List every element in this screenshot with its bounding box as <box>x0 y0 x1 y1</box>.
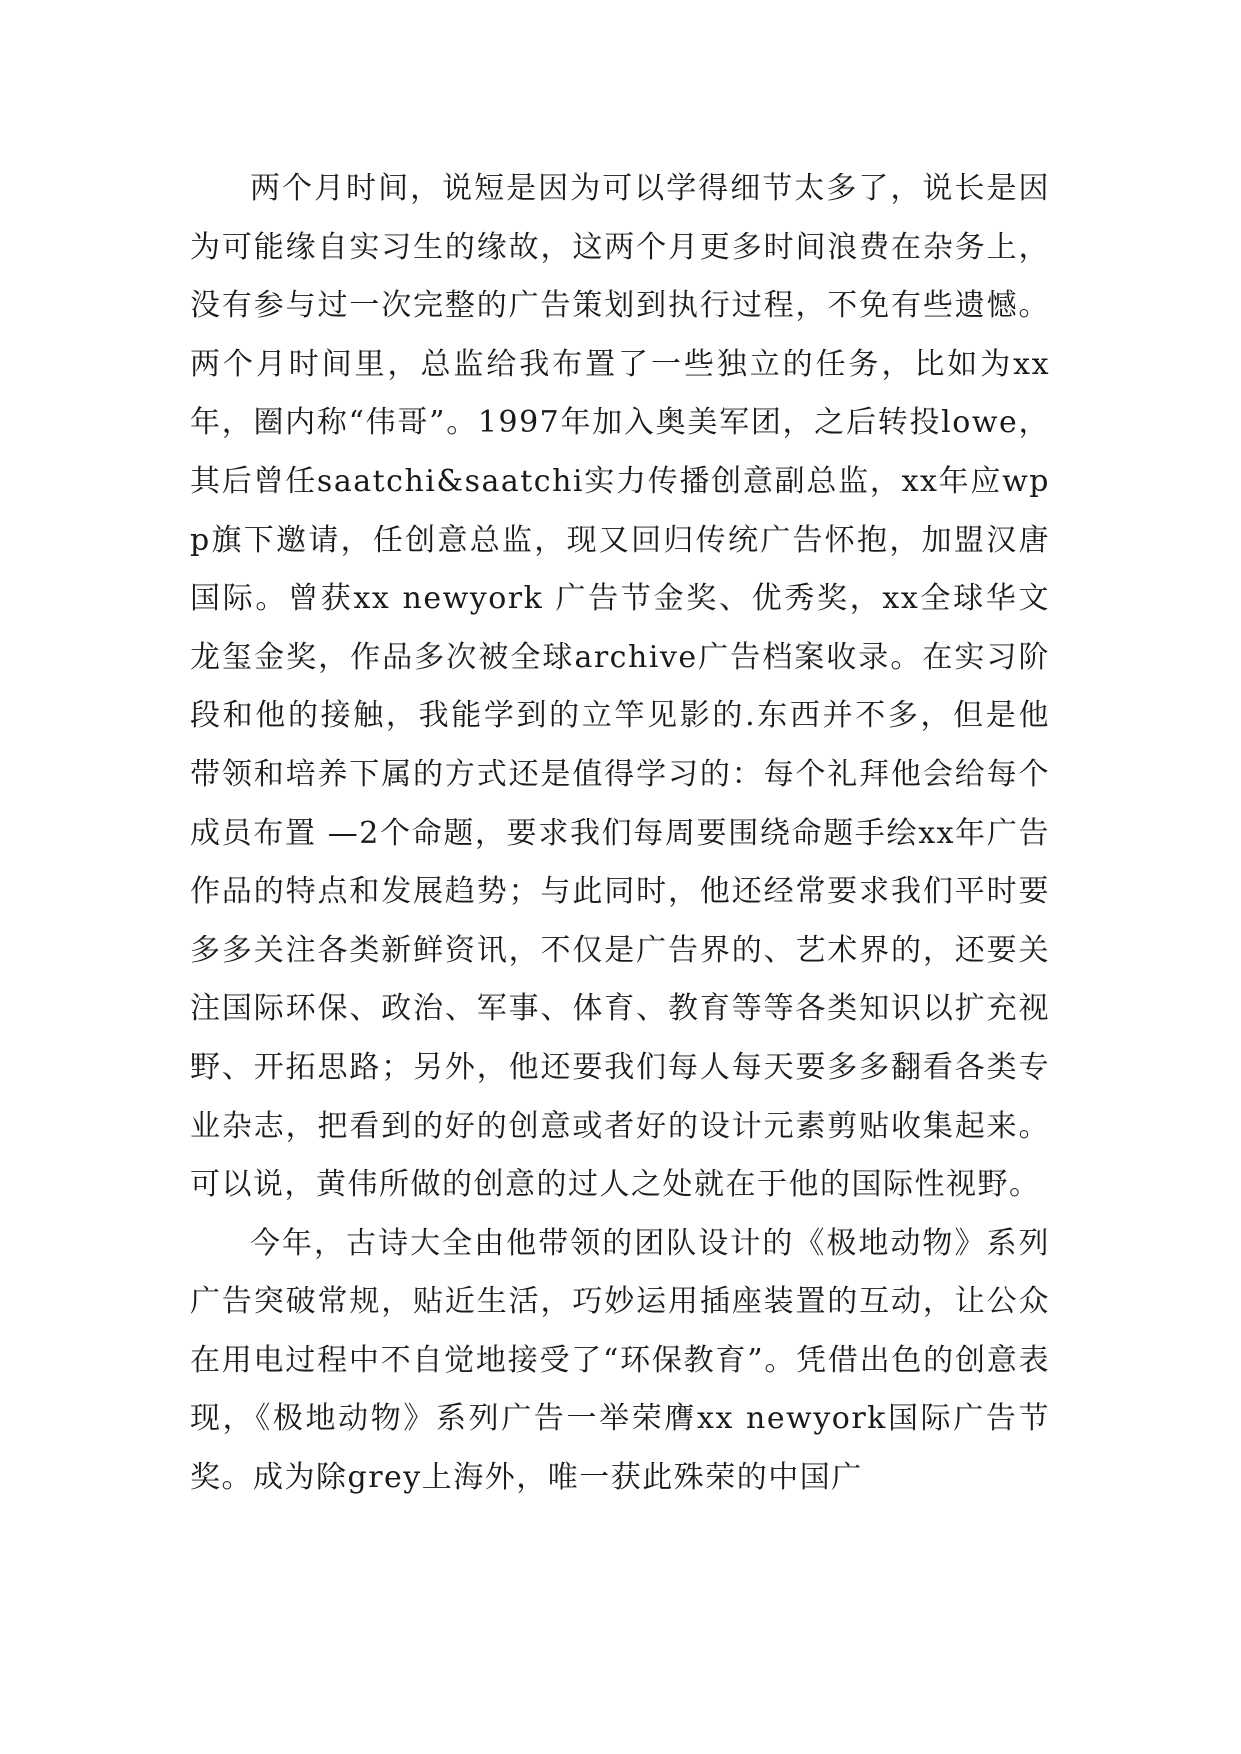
body-paragraph-1: 两个月时间，说短是因为可以学得细节太多了，说长是因为可能缘自实习生的缘故，这两个月更多时间浪费在杂务上，没有参与过一次完整的广告策划到执行过程，不免有些遗憾。两个月时间里，总监给我布置了一些独立的任务，比如为xx年，圈内称“伟哥”。1997年加入奥美军团，之后转投lowe，其后曾任saatchi&saatchi实力传播创意副总监，xx年应wpp旗下邀请，任创意总监，现又回归传统广告怀抱，加盟汉唐国际。曾获xx newyork 广告节金奖、优秀奖，xx全球华文龙玺金奖，作品多次被全球archive广告档案收录。在实习阶段和他的接触，我能学到的立竿见影的.东西并不多，但是他带领和培养下属的方式还是值得学习的：每个礼拜他会给每个成员布置 —2个命题，要求我们每周要围绕命题手绘xx年广告作品的特点和发展趋势；与此同时，他还经常要求我们平时要多多关注各类新鲜资讯，不仅是广告界的、艺术界的，还要关注国际环保、政治、军事、体育、教育等等各类知识以扩充视野、开拓思路；另外，他还要我们每人每天要多多翻看各类专业杂志，把看到的好的创意或者好的设计元素剪贴收集起来。可以说，黄伟所做的创意的过人之处就在于他的国际性视野。 <box>190 171 1050 1203</box>
document-body <box>190 160 1050 1508</box>
body-paragraph-2: 今年，古诗大全由他带领的团队设计的《极地动物》系列广告突破常规，贴近生活，巧妙运用插座装置的互动，让公众在用电过程中不自觉地接受了“环保教育”。凭借出色的创意表现，《极地动物》系列广告一举荣膺xx newyork国际广告节奖。成为除grey上海外，唯一获此殊荣的中国广 <box>190 1225 1050 1496</box>
